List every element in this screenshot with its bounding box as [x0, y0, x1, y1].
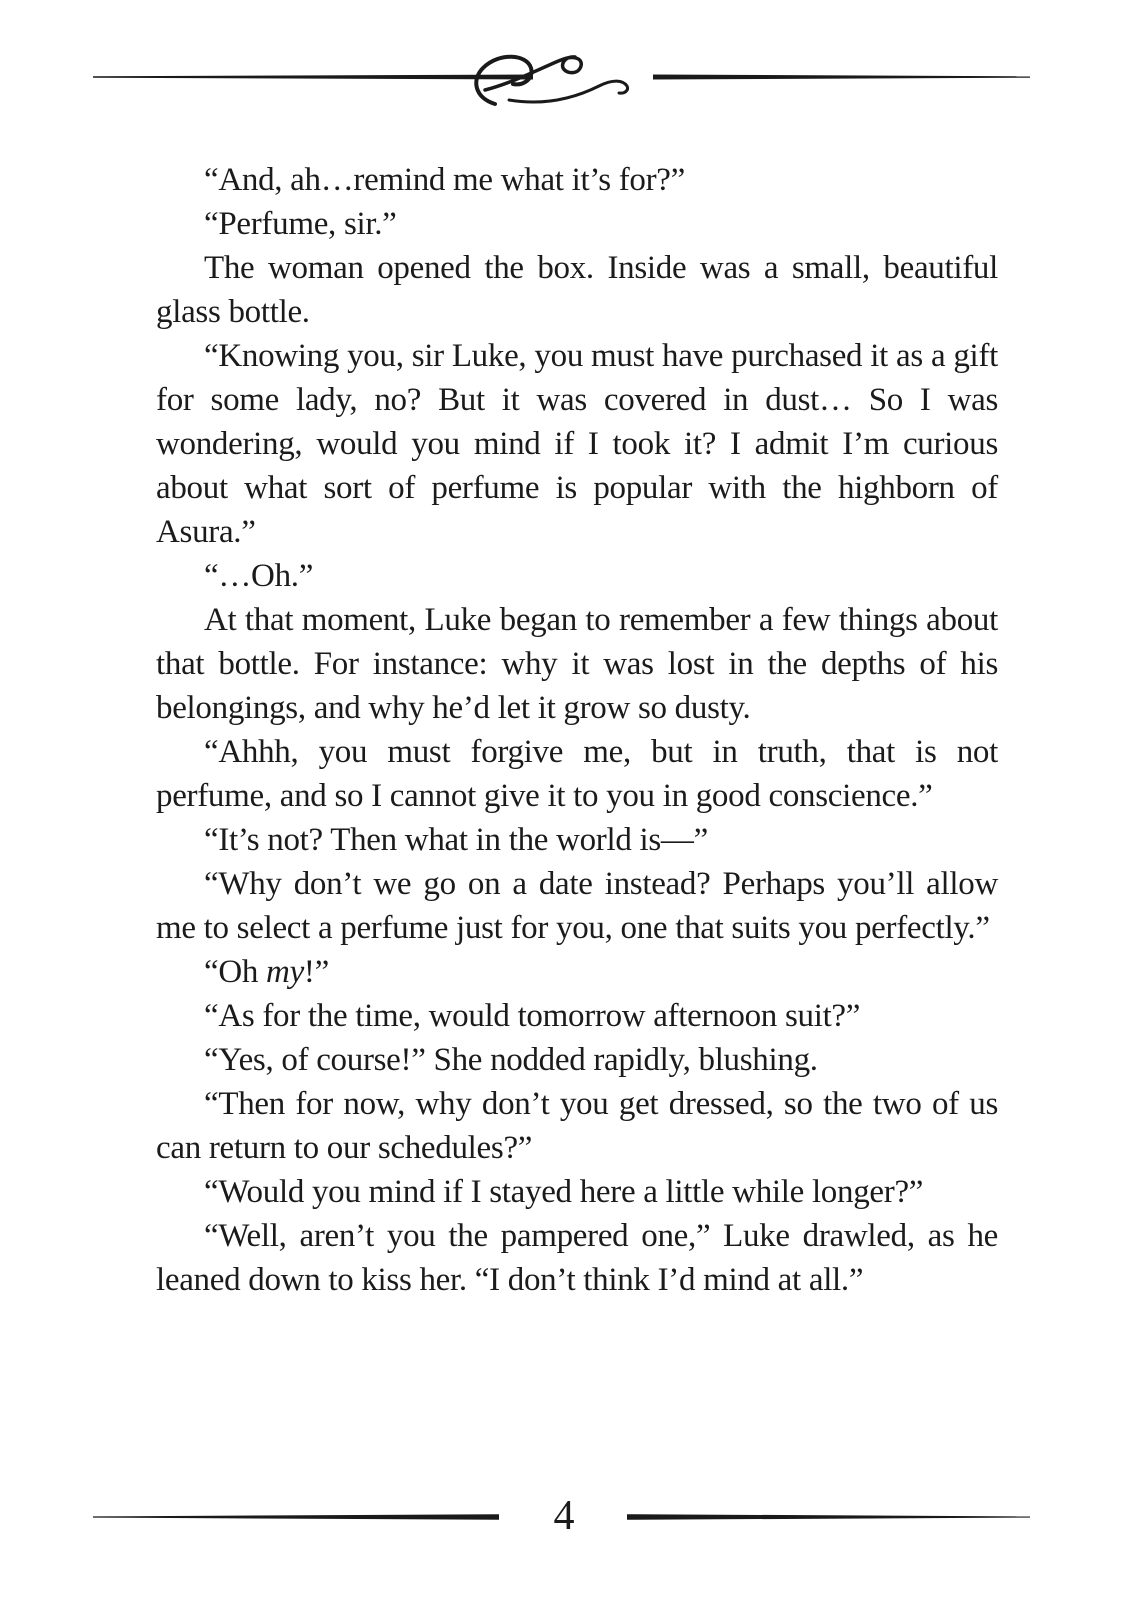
paragraph [156, 334, 998, 554]
footer-rule-right [627, 1514, 1030, 1520]
page-text [156, 158, 998, 1302]
text-segment: “Then for now, why don’t you get dressed, so the two of us can return to our schedules?” [156, 1086, 998, 1166]
paragraph [156, 1170, 998, 1214]
paragraph [156, 246, 998, 334]
header-rule-ornament [93, 42, 1030, 114]
italic-text: my [266, 954, 304, 990]
paragraph [156, 818, 998, 862]
text-segment: “Knowing you, sir Luke, you must have purchased it as a gift for some lady, no? But it was covered in dust… So I was wondering, would you mind if I took it? I admit I’m curious about what sort of perfume is popular with the highborn of Asura.” [156, 338, 998, 550]
paragraph [156, 1082, 998, 1170]
flourish-ornament [476, 57, 627, 104]
text-segment: “It’s not? Then what in the world is—” [204, 822, 708, 858]
text-segment: At that moment, Luke began to remember a few things about that bottle. For instance: why it was lost in the depths of his belongings, and why he’d let it grow so dusty. [156, 602, 998, 726]
text-segment: !” [303, 954, 329, 990]
paragraph [156, 730, 998, 818]
text-segment: “…Oh.” [204, 558, 314, 594]
header-rule-right [653, 75, 1030, 80]
text-segment: “Yes, of course!” She nodded rapidly, blushing. [204, 1042, 818, 1078]
paragraph [156, 862, 998, 950]
text-segment: “As for the time, would tomorrow afternoon suit?” [204, 998, 861, 1034]
page-number: 4 [553, 1493, 575, 1539]
paragraph [156, 202, 998, 246]
footer-rule-left [93, 1514, 499, 1520]
header-divider [93, 42, 1030, 114]
text-segment: “Perfume, sir.” [204, 206, 397, 242]
paragraph [156, 950, 998, 994]
text-segment: “Ahhh, you must forgive me, but in truth, that is not perfume, and so I cannot give it to you in good conscience.” [156, 734, 998, 814]
paragraph [156, 598, 998, 730]
text-segment: “Oh [204, 954, 267, 990]
text-segment: “And, ah…remind me what it’s for?” [204, 162, 685, 198]
paragraph [156, 554, 998, 598]
text-segment: “Well, aren’t you the pampered one,” Luke drawled, as he leaned down to kiss her. “I don’t think I’d mind at all.” [156, 1218, 998, 1298]
text-segment: The woman opened the box. Inside was a small, beautiful glass bottle. [156, 250, 998, 330]
text-segment: “Would you mind if I stayed here a little while longer?” [204, 1174, 924, 1210]
paragraph [156, 994, 998, 1038]
header-rule-left [93, 75, 533, 80]
paragraph [156, 1214, 998, 1302]
paragraph [156, 1038, 998, 1082]
paragraph [156, 158, 998, 202]
text-segment: “Why don’t we go on a date instead? Perhaps you’ll allow me to select a perfume just for you, one that suits you perfectly.” [156, 866, 998, 946]
